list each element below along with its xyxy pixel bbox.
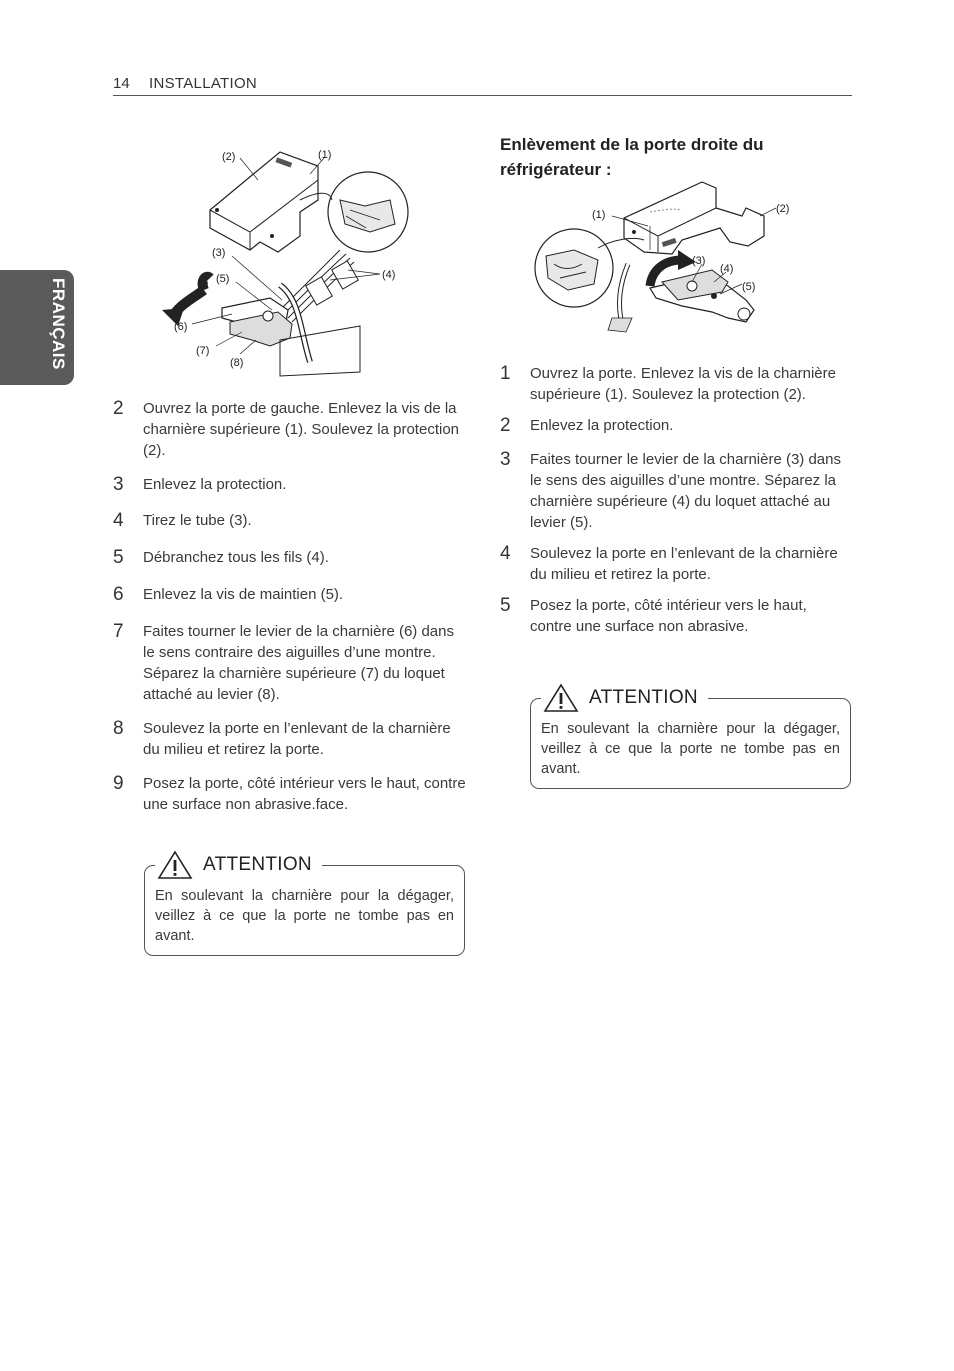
step-text: Enlevez la protection. (143, 476, 287, 493)
left-attention-box (144, 854, 465, 956)
list-item (500, 415, 845, 436)
step-number: 2 (113, 398, 124, 419)
fig-right-label-2: (2) (776, 203, 790, 215)
step-number: 1 (500, 363, 511, 384)
list-item (500, 595, 845, 637)
step-number: 2 (500, 415, 511, 436)
section-title: INSTALLATION (149, 75, 258, 92)
step-text: Faites tourner le levier de la charnière (3) dans le sens des aiguilles d’une montre. Séparez la charnière supérieure (4) du loquet attaché au levier (5). (530, 451, 841, 531)
step-number: 3 (113, 474, 124, 495)
fig-right-label-1: (1) (592, 209, 606, 221)
step-text: Enlevez la vis de maintien (5). (143, 586, 344, 603)
attention-title: ATTENTION (203, 854, 312, 875)
step-text: Ouvrez la porte. Enlevez la vis de la charnière supérieure (1). Soulevez la protection (2). (530, 365, 836, 403)
fig-right-label-5: (5) (742, 281, 756, 293)
step-number: 5 (500, 595, 511, 616)
list-item (113, 510, 468, 531)
right-attention-box (530, 687, 851, 789)
left-steps-list (113, 398, 468, 815)
right-steps-list (500, 363, 845, 637)
list-item (500, 449, 845, 533)
step-number: 7 (113, 621, 124, 642)
list-item (500, 543, 845, 585)
step-number: 5 (113, 547, 124, 568)
list-item (113, 584, 468, 605)
list-item (113, 547, 468, 568)
step-text: Soulevez la porte en l’enlevant de la charnière du milieu et retirez la porte. (530, 545, 838, 583)
attention-text: En soulevant la charnière pour la dégager, veillez à ce que la porte ne tombe pas en avant. (155, 888, 454, 944)
step-number: 8 (113, 718, 124, 739)
step-text: Ouvrez la porte de gauche. Enlevez la vis de la charnière supérieure (1). Soulevez la protection (2). (143, 400, 460, 459)
list-item (113, 398, 468, 461)
step-number: 4 (113, 510, 124, 531)
right-hinge-illustration (532, 178, 802, 334)
page-number: 14 (113, 75, 130, 92)
page-header (113, 75, 852, 96)
fig-left-label-3: (3) (212, 247, 226, 259)
left-hinge-illustration (160, 140, 420, 380)
attention-text: En soulevant la charnière pour la dégager, veillez à ce que la porte ne tombe pas en avant. (541, 721, 840, 777)
fig-right-label-3: (3) (692, 255, 706, 267)
attention-header (155, 850, 322, 880)
fig-left-label-7: (7) (196, 345, 210, 357)
fig-left-label-5: (5) (216, 273, 230, 285)
step-text: Posez la porte, côté intérieur vers le haut, contre une surface non abrasive. (530, 597, 807, 635)
warning-icon (157, 850, 193, 880)
list-item (500, 363, 845, 405)
fig-left-label-1: (1) (318, 149, 332, 161)
fig-right-label-4: (4) (720, 263, 734, 275)
attention-header (541, 683, 708, 713)
warning-icon (543, 683, 579, 713)
step-text: Enlevez la protection. (530, 417, 674, 434)
step-number: 9 (113, 773, 124, 794)
step-text: Soulevez la porte en l’enlevant de la charnière du milieu et retirez la porte. (143, 720, 451, 758)
fig-left-label-6: (6) (174, 321, 188, 333)
step-number: 4 (500, 543, 511, 564)
language-tab-label: FRANÇAIS (49, 278, 68, 370)
list-item (113, 474, 468, 495)
fig-left-label-2: (2) (222, 151, 236, 163)
fig-left-label-4: (4) (382, 269, 396, 281)
step-text: Faites tourner le levier de la charnière (6) dans le sens contraire des aiguilles d’une montre. Séparez la charnière supérieure (7) du loquet attaché au levier (8). (143, 623, 454, 703)
list-item (113, 718, 468, 760)
list-item (113, 773, 468, 815)
fig-left-label-8: (8) (230, 357, 244, 369)
step-number: 6 (113, 584, 124, 605)
language-tab (0, 270, 74, 385)
step-number: 3 (500, 449, 511, 470)
list-item (113, 621, 468, 705)
right-section-heading: Enlèvement de la porte droite du réfrigérateur : (500, 135, 764, 179)
step-text: Posez la porte, côté intérieur vers le haut, contre une surface non abrasive.face. (143, 775, 466, 813)
step-text: Tirez le tube (3). (143, 512, 252, 529)
attention-title: ATTENTION (589, 687, 698, 708)
step-text: Débranchez tous les fils (4). (143, 549, 329, 566)
